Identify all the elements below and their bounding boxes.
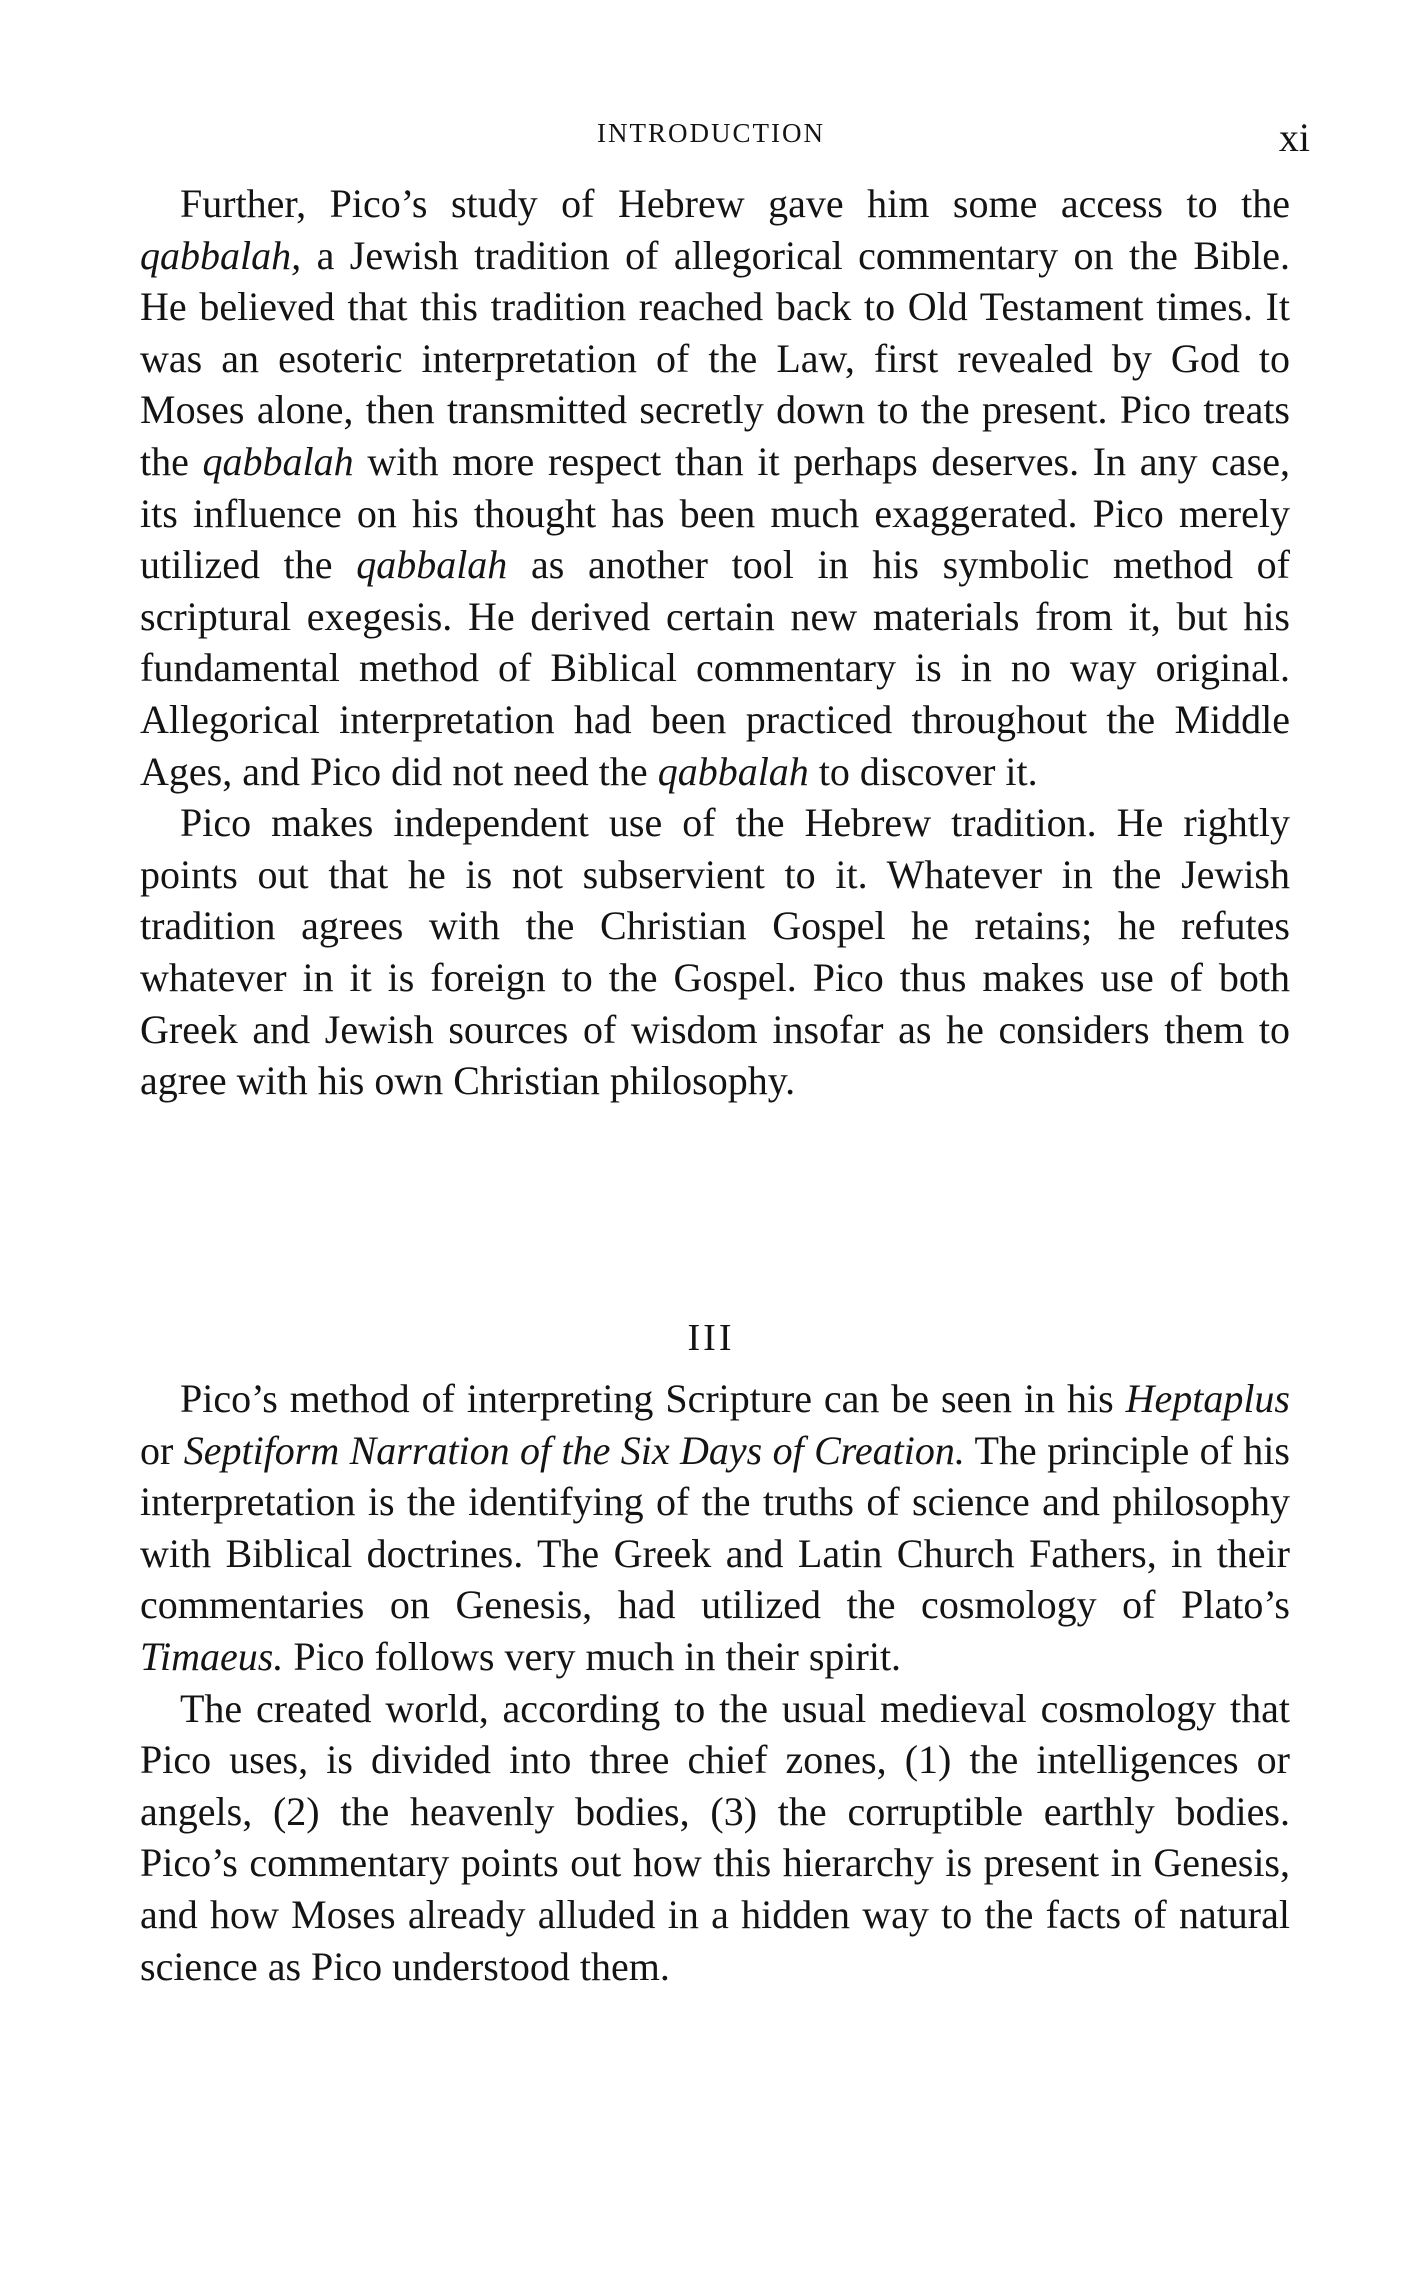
italic-term: qabbalah, <box>140 232 302 278</box>
section-heading: III <box>687 1317 735 1359</box>
paragraph-cosmology: The created world, according to the usual medieval cosmology that Pico uses, is divided into three chief zones, (1) the intelligences or angels, (2) the heavenly bodies, (3) the corruptible earthly bodies. Pico’s commentary points out how this hierarchy is present in Genesis, and how Moses already alluded in a hidden way to the facts of natural science as Pico understood them. <box>140 1685 1290 1989</box>
italic-title: Heptaplus <box>1125 1376 1290 1421</box>
running-title: INTRODUCTION <box>597 118 825 148</box>
italic-title: Timaeus. <box>140 1633 284 1679</box>
italic-term: qabbalah <box>202 438 354 484</box>
italic-term: qabbalah <box>356 542 508 588</box>
page-number: xi <box>1278 115 1310 160</box>
paragraph-heptaplus: Pico’s method of interpreting Scripture can be seen in his Heptaplus or Septiform Narration of the Six Days of Creation. The principle of his interpretation is the identifying of the truths of science and philosophy with Biblical doctrines. The Greek and Latin Church Fathers, in their commentaries on Genesis, had utilized the cosmology of Plato’s Timaeus. Pico follows very much in their spirit. <box>140 1376 1290 1679</box>
running-header <box>0 115 1422 160</box>
text-block-top <box>140 178 1290 1107</box>
paragraph-qabbalah: Further, Pico’s study of Hebrew gave him some access to the qabbalah, a Jewish tradition of allegorical commentary on the Bible. He believed that this tradition reached back to Old Testament times. It was an esoteric interpretation of the Law, first revealed by God to Moses alone, then transmitted secretly down to the present. Pico treats the qabbalah with more respect than it perhaps deserves. In any case, its influence on his thought has been much exaggerated. Pico merely utilized the qabbalah as another tool in his symbolic method of scriptural exegesis. He derived certain new materials from it, but his fundamental method of Biblical commentary is in no way original. Allegorical interpretation had been practiced throughout the Middle Ages, and Pico did not need the qabbalah to discover it. <box>140 181 1291 794</box>
italic-title: Septiform Narration of the Six Days of Creation. <box>183 1427 965 1473</box>
text-block-bottom <box>140 1373 1290 1992</box>
paragraph-hebrew-tradition: Pico makes independent use of the Hebrew tradition. He rightly points out that he is not subservient to it. Whatever in the Jewish tradition agrees with the Christian Gospel he retains; he refutes whatever in it is foreign to the Gospel. Pico thus makes use of both Greek and Jewish sources of wisdom insofar as he considers them to agree with his own Christian philosophy. <box>140 800 1290 1104</box>
italic-term: qabbalah <box>657 748 809 794</box>
